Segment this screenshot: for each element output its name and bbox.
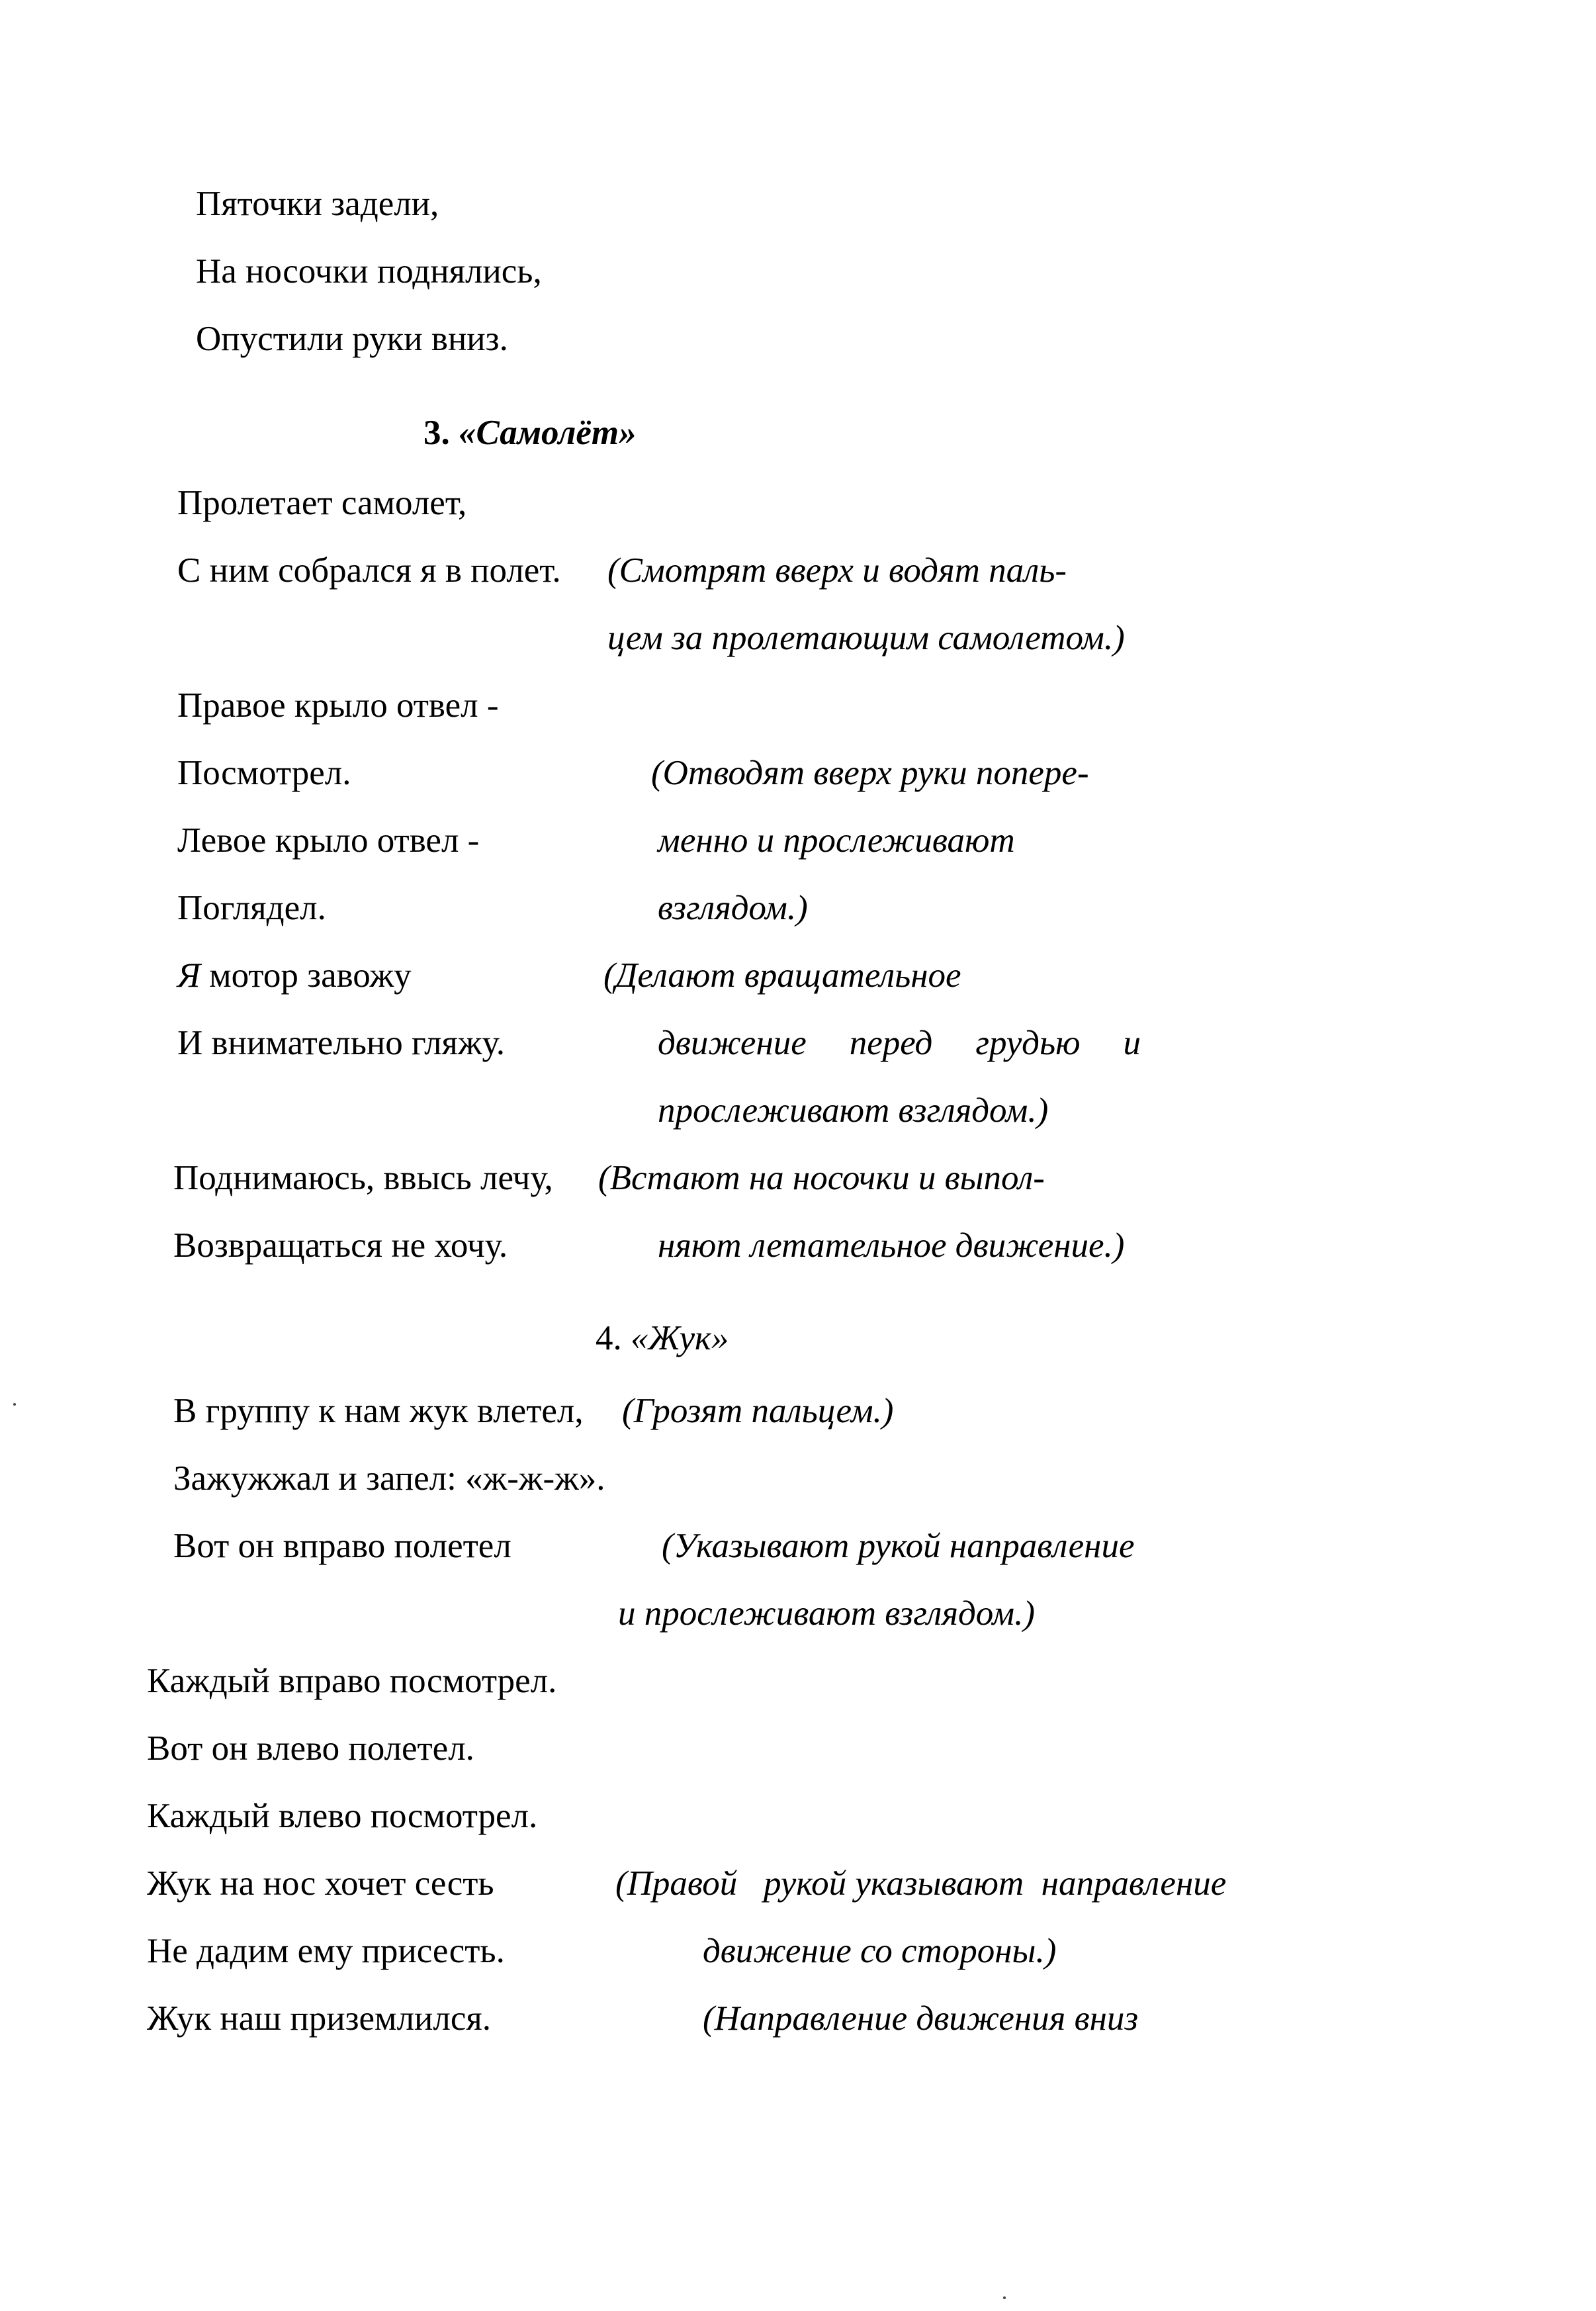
stage-direction: (Направление движения вниз <box>703 1999 1139 2038</box>
poem-line: Каждый влево посмотрел. <box>147 1797 538 1835</box>
section3-number: 3. <box>423 414 450 452</box>
stage-direction: движение со стороны.) <box>703 1932 1057 1970</box>
section3-heading <box>423 412 637 454</box>
stage-direction: (Указывают рукой направление <box>662 1527 1135 1565</box>
poem-line: С ним собрался я в полет. <box>177 551 561 590</box>
section4-number: 4. <box>596 1319 622 1357</box>
poem-line: Возвращаться не хочу. <box>173 1226 508 1265</box>
poem-line: Левое крыло отвел - <box>177 821 480 860</box>
stage-direction: (Делают вращательное <box>603 956 961 995</box>
poem-line: Посмотрел. <box>177 754 351 792</box>
poem-line: Жук наш приземлился. <box>147 1999 491 2038</box>
poem-line: Каждый вправо посмотрел. <box>147 1662 557 1700</box>
poem-line: Вот он вправо полетел <box>173 1527 511 1565</box>
poem-line: Поднимаюсь, ввысь лечу, <box>173 1159 553 1197</box>
poem-line: Не дадим ему присесть. <box>147 1932 505 1970</box>
stage-direction: прослеживают взглядом.) <box>658 1091 1049 1130</box>
verse-line-1: Пяточки задели, <box>196 185 439 223</box>
section4-title: «Жук» <box>631 1319 729 1357</box>
poem-line: И внимательно гляжу. <box>177 1024 505 1062</box>
scan-speck <box>1003 2296 1006 2299</box>
poem-line: Вот он влево полетел. <box>147 1729 474 1768</box>
poem-line: Жук на нос хочет сесть <box>147 1864 494 1903</box>
section4-heading <box>596 1317 729 1359</box>
poem-line: В группу к нам жук влетел, <box>173 1392 584 1430</box>
stage-direction: (Отводят вверх руки попере- <box>651 754 1089 792</box>
poem-line <box>177 954 412 997</box>
stage-direction: и прослеживают взглядом.) <box>618 1594 1035 1633</box>
stage-direction: (Правой рукой указывают направление <box>615 1864 1227 1903</box>
stage-direction-word: движение <box>658 1024 807 1062</box>
poem-line: Пролетает самолет, <box>177 484 467 522</box>
stage-direction-word: перед <box>849 1024 933 1062</box>
poem-line: Зажужжал и запел: «ж-ж-ж». <box>173 1459 605 1498</box>
poem-line-italic-start: Я <box>177 956 200 995</box>
verse-line-3: Опустили руки вниз. <box>196 320 508 358</box>
stage-direction-word: и <box>1123 1024 1141 1062</box>
stage-direction: менно и прослеживают <box>658 821 1015 860</box>
scan-speck <box>13 1403 16 1406</box>
stage-direction-justified <box>658 1022 1141 1064</box>
stage-direction: (Встают на носочки и выпол- <box>598 1159 1045 1197</box>
verse-line-2: На носочки поднялись, <box>196 252 542 291</box>
stage-direction: цем за пролетающим самолетом.) <box>607 619 1125 657</box>
poem-line-rest: мотор завожу <box>200 956 412 995</box>
stage-direction: няют летательное движение.) <box>658 1226 1125 1265</box>
poem-line: Правое крыло отвел - <box>177 686 499 725</box>
poem-line: Поглядел. <box>177 889 326 927</box>
section3-title: «Самолёт» <box>459 414 637 452</box>
stage-direction: (Смотрят вверх и водят паль- <box>607 551 1067 590</box>
stage-direction-word: грудью <box>975 1024 1081 1062</box>
stage-direction: (Грозят пальцем.) <box>622 1392 894 1430</box>
stage-direction: взглядом.) <box>658 889 808 927</box>
